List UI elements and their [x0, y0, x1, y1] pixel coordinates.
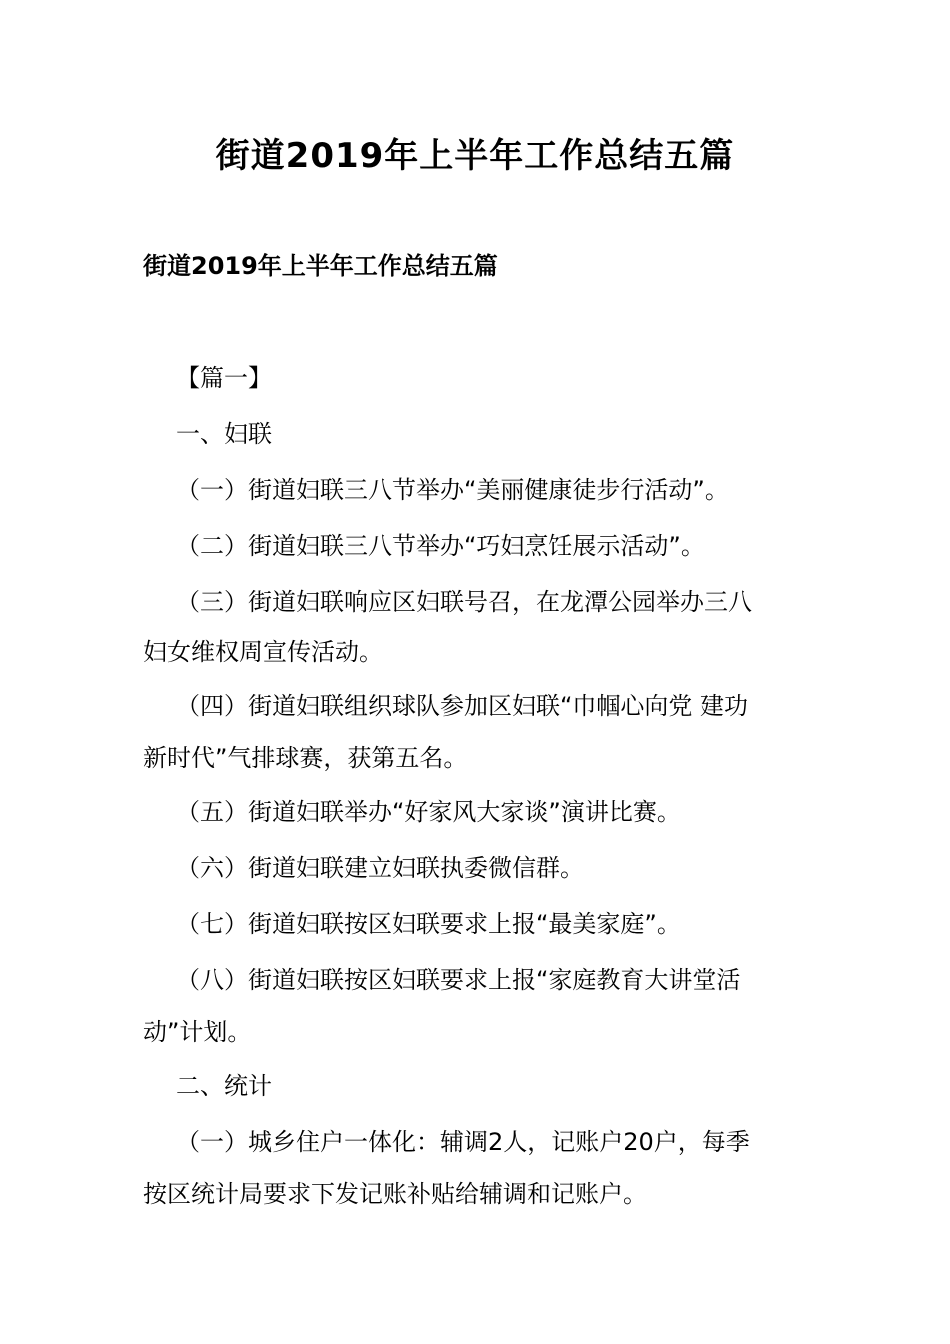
paragraph-line: （七）街道妇联按区妇联要求上报“最美家庭”。 [176, 910, 681, 938]
section-heading: 【篇一】 [176, 364, 272, 392]
paragraph-line: （四）街道妇联组织球队参加区妇联“巾帼心向党 建功 [176, 692, 749, 720]
paragraph-line: 新时代”气排球赛，获第五名。 [143, 744, 468, 772]
paragraph-line: （五）街道妇联举办“好家风大家谈”演讲比赛。 [176, 798, 681, 826]
paragraph-line: 动”计划。 [143, 1018, 252, 1046]
section-heading: 二、统计 [176, 1072, 272, 1100]
paragraph-line: 妇女维权周宣传活动。 [143, 638, 383, 666]
paragraph-line: （一）街道妇联三八节举办“美丽健康徒步行活动”。 [176, 476, 729, 504]
document-subtitle: 街道2019年上半年工作总结五篇 [143, 252, 498, 280]
section-heading: 一、妇联 [176, 420, 272, 448]
paragraph-line: （六）街道妇联建立妇联执委微信群。 [176, 854, 584, 882]
paragraph-line: （二）街道妇联三八节举办“巧妇烹饪展示活动”。 [176, 532, 705, 560]
paragraph-line: （三）街道妇联响应区妇联号召，在龙潭公园举办三八 [176, 588, 752, 616]
paragraph-line: 按区统计局要求下发记账补贴给辅调和记账户。 [143, 1180, 647, 1208]
paragraph-line: （八）街道妇联按区妇联要求上报“家庭教育大讲堂活 [176, 966, 741, 994]
paragraph-line: （一）城乡住户一体化：辅调2人，记账户20户，每季 [176, 1128, 750, 1156]
document-title: 街道2019年上半年工作总结五篇 [215, 136, 735, 176]
